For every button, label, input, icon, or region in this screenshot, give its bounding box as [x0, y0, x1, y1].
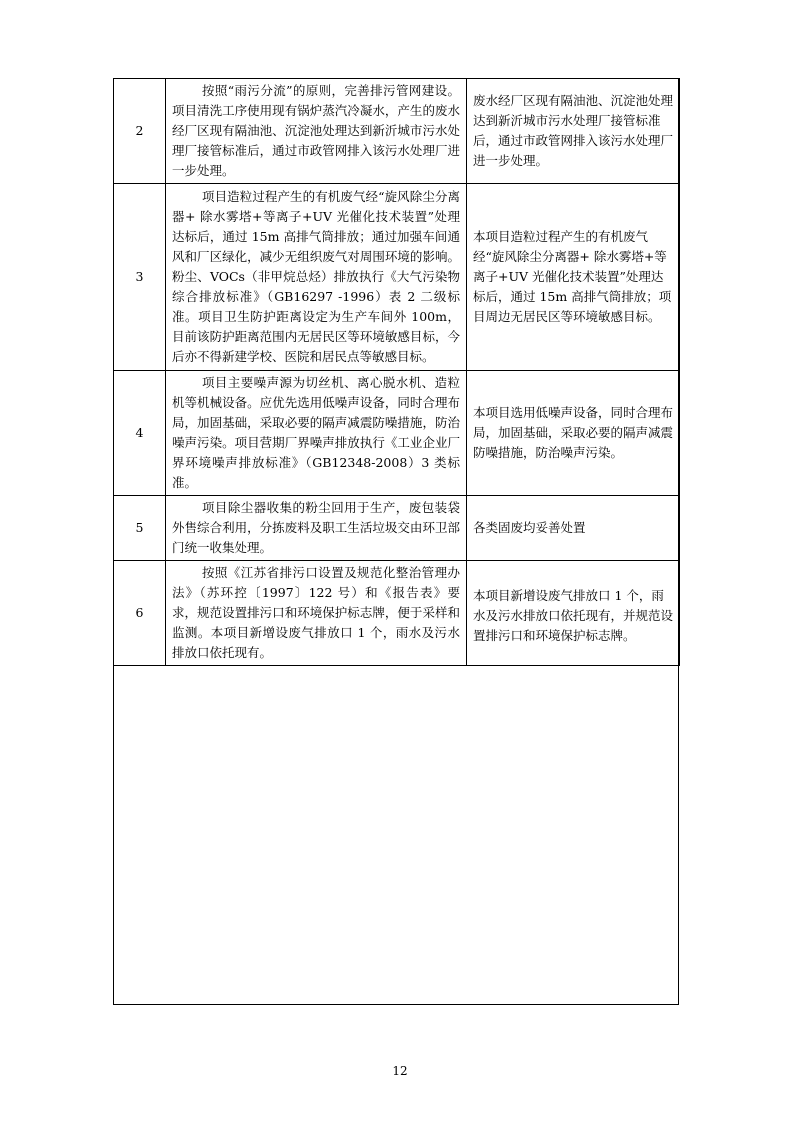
- row-number: 4: [114, 371, 166, 496]
- page-number: 12: [392, 1064, 408, 1078]
- status-text: 本项目新增设废气排放口 1 个，雨水及污水排放口依托现有，并规范设置排污口和环境保护标志牌。: [473, 588, 674, 643]
- requirement-text: 按照“雨污分流”的原则，完善排污管网建设。项目清洗工序使用现有锅炉蒸汽冷凝水，产生的废水经厂区现有隔油池、沉淀池处理达到新沂城市污水处理厂接管标准后，通过市政管网排入该污水处理厂进一步处理。: [166, 79, 467, 184]
- row-number: 3: [114, 184, 166, 371]
- implementation-status: [467, 496, 680, 561]
- status-text: 本项目选用低噪声设备，同时合理布局，加固基础，采取必要的隔声减震防噪措施，防治噪声污染。: [473, 405, 674, 460]
- implementation-status: [467, 371, 680, 496]
- requirement-text: 项目造粒过程产生的有机废气经“旋风除尘分离器+ 除水雾塔+等离子+UV 光催化技术装置”处理达标后，通过 15m 高排气筒排放；通过加强车间通风和厂区绿化，减少无组织废气对周围环境的影响。粉尘、VOCs（非甲烷总烃）排放执行《大气污染物综合排放标准》（GB16297 -1996）表 2 二级标准。项目卫生防护距离设定为生产车间外 100m，目前该防护距离范围内无居民区等环境敏感目标，今后亦不得新建学校、医院和居民点等敏感目标。: [166, 184, 467, 371]
- implementation-status: [467, 79, 680, 184]
- table-row: [114, 371, 680, 496]
- requirement-text: 项目主要噪声源为切丝机、离心脱水机、造粒机等机械设备。应优先选用低噪声设备，同时合理布局，加固基础，采取必要的隔声减震防噪措施，防治噪声污染。项目营期厂界噪声排放执行《工业企业厂界环境噪声排放标准》（GB12348-2008）3 类标准。: [166, 371, 467, 496]
- requirement-text: 按照《江苏省排污口设置及规范化整治管理办法》（苏环控〔1997〕122 号）和《报告表》要求，规范设置排污口和环境保护标志牌，便于采样和监测。本项目新增设废气排放口 1 个，雨水及污水排放口依托现有。: [166, 561, 467, 666]
- row-number: 2: [114, 79, 166, 184]
- table-row: [114, 79, 680, 184]
- table-row: [114, 184, 680, 371]
- implementation-status: [467, 561, 680, 666]
- table-row: [114, 561, 680, 666]
- row-number: 6: [114, 561, 166, 666]
- table-row: [114, 496, 680, 561]
- requirement-text: 项目除尘器收集的粉尘回用于生产，废包装袋外售综合利用，分拣废料及职工生活垃圾交由环卫部门统一收集处理。: [166, 496, 467, 561]
- status-text: 废水经厂区现有隔油池、沉淀池处理达到新沂城市污水处理厂接管标准后，通过市政管网排入该污水处理厂进一步处理。: [473, 93, 674, 168]
- status-text: 本项目造粒过程产生的有机废气经“旋风除尘分离器+ 除水雾塔+等离子+UV 光催化技术装置”处理达标后，通过 15m 高排气筒排放；项目周边无居民区等环境敏感目标。: [473, 229, 672, 324]
- implementation-status: [467, 184, 680, 371]
- status-text: 各类固废均妥善处置: [473, 520, 586, 535]
- row-number: 5: [114, 496, 166, 561]
- requirements-table: [113, 78, 680, 666]
